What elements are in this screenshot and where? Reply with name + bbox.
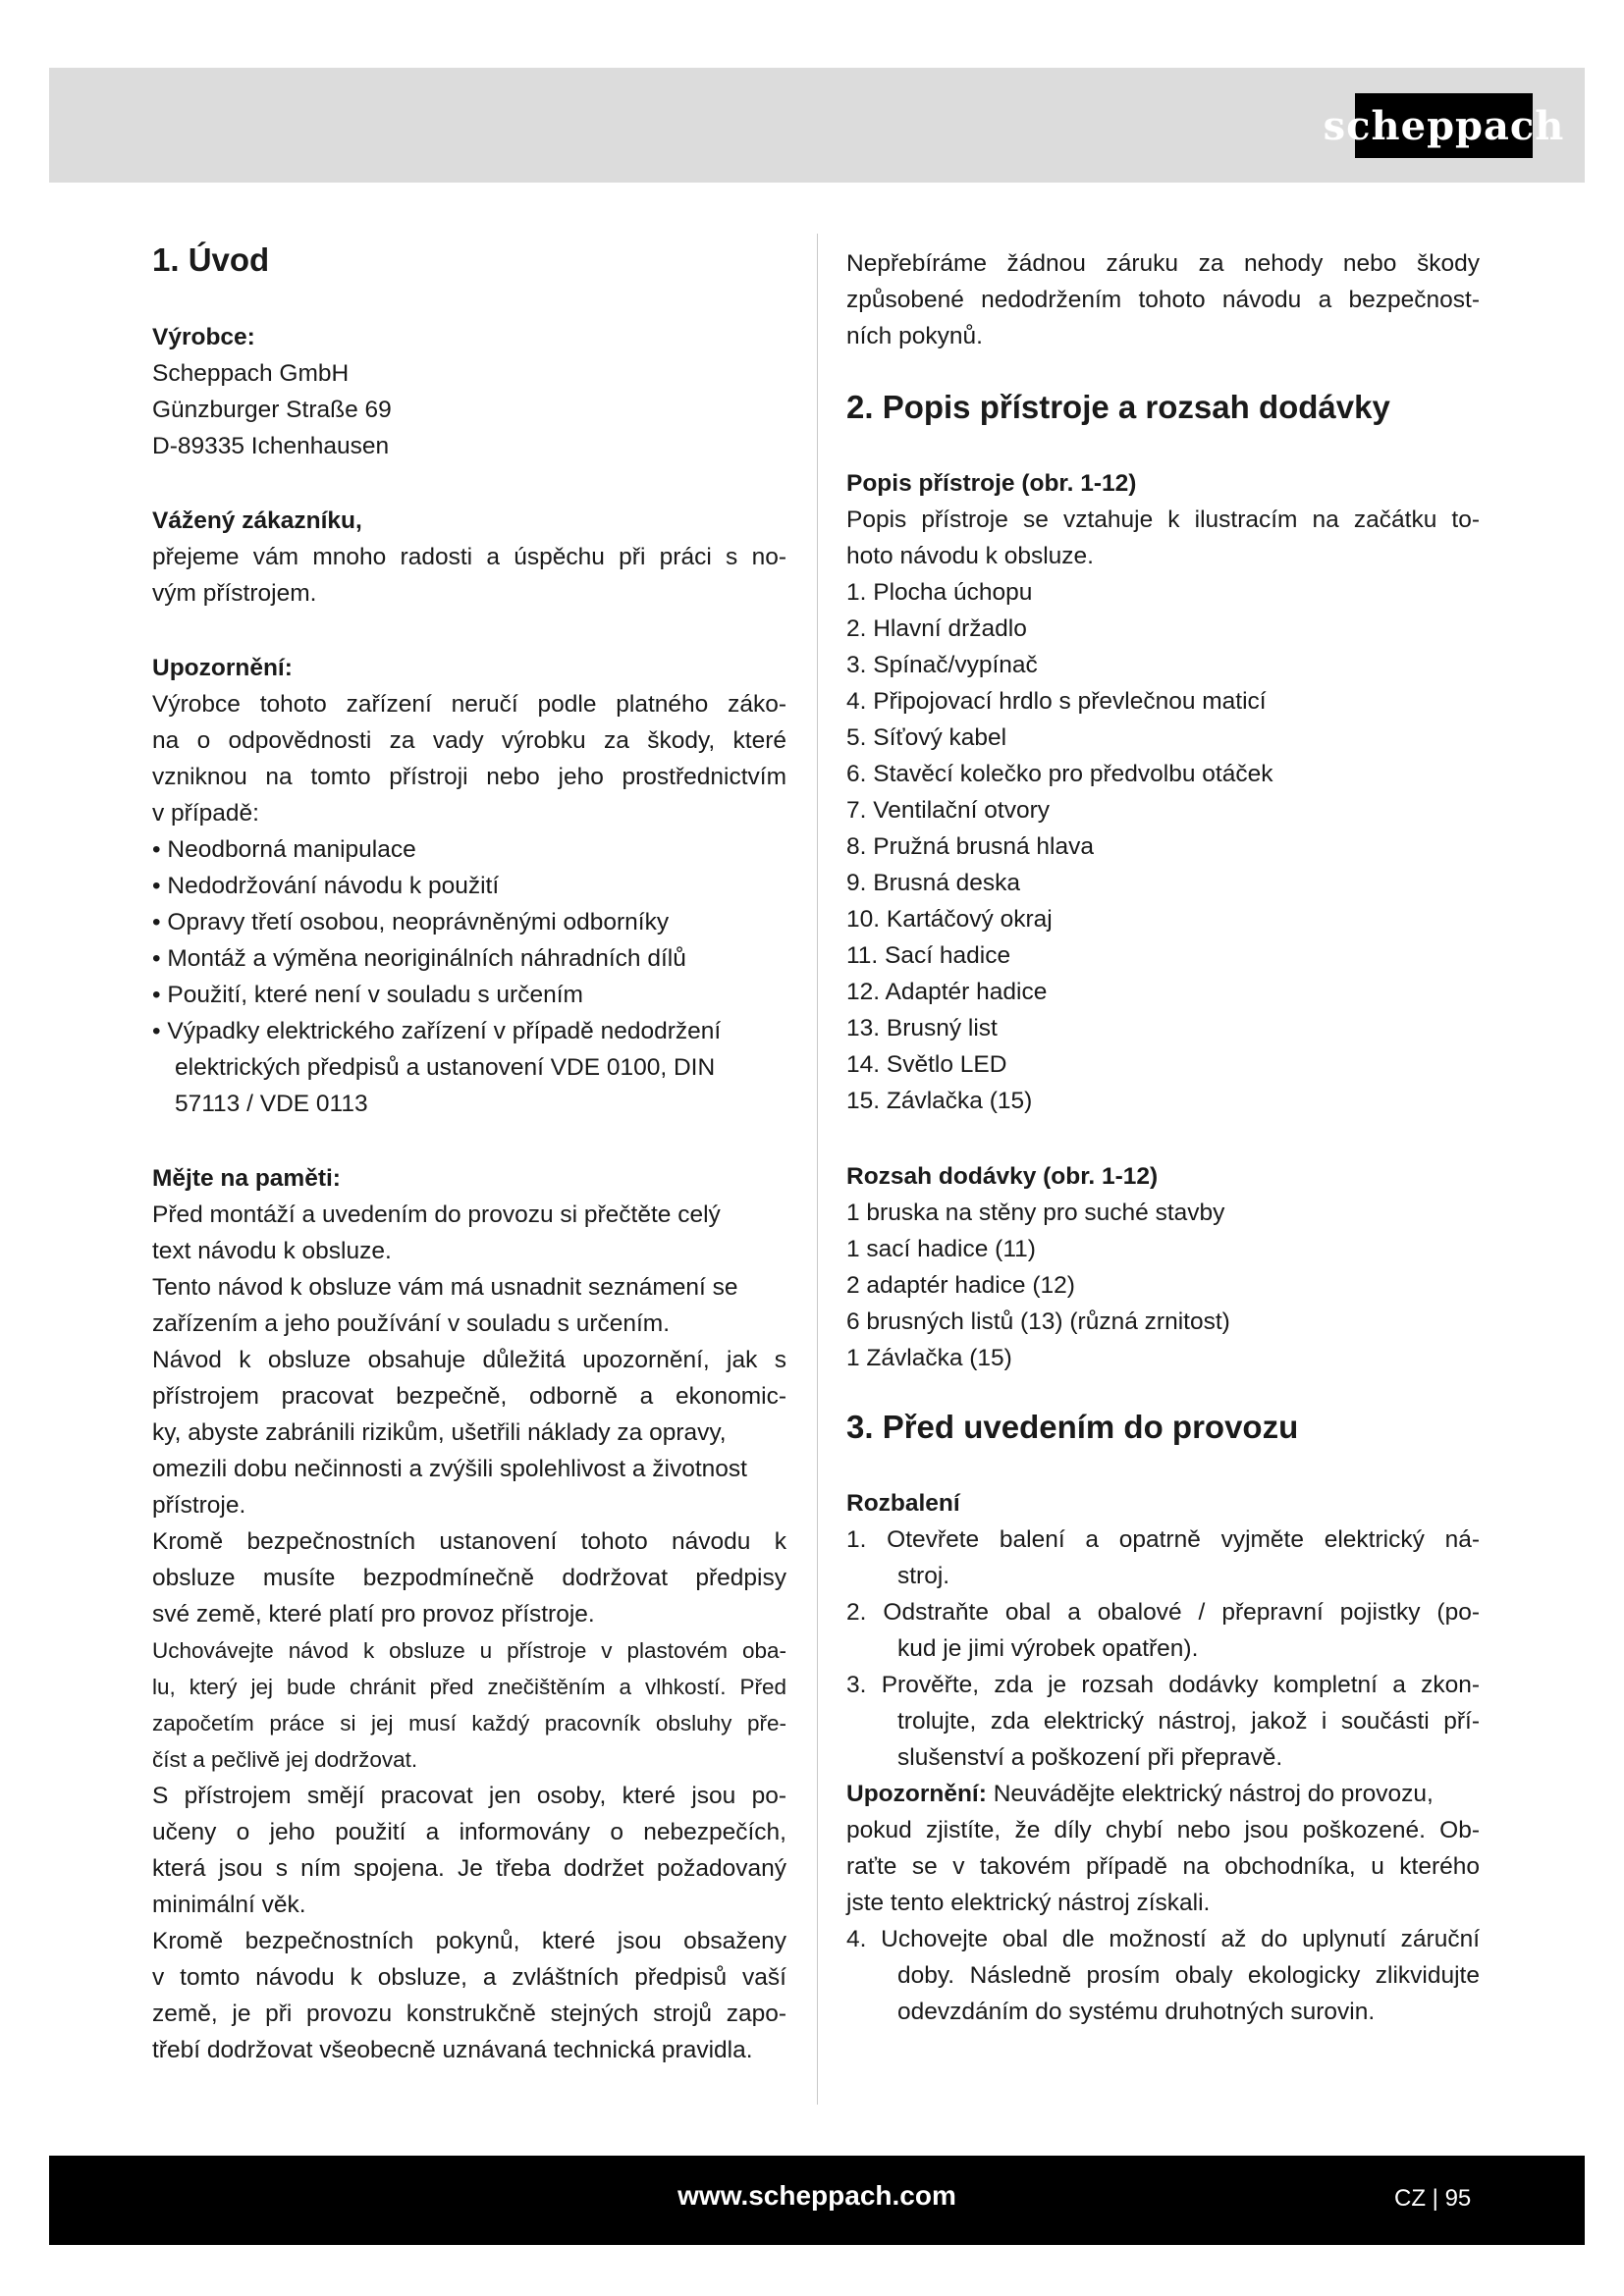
disclaimer-line: Nepřebíráme žádnou záruku za nehody nebo škody <box>846 250 1480 277</box>
parts-list-item: 1. Plocha úchopu <box>846 579 1033 606</box>
parts-list-item: 11. Sací hadice <box>846 942 1011 969</box>
remember-line: učeny o jeho použití a informovány o nebezpečích, <box>152 1819 786 1845</box>
section-1-title: 1. Úvod <box>152 241 270 278</box>
remember-line: ky, abyste zabránili rizikům, ušetřili náklady za opravy, <box>152 1419 727 1446</box>
unpacking-step-continuation: slušenství a poškození při přepravě. <box>897 1744 1283 1771</box>
remember-line: v tomto návodu k obsluze, a zvláštních předpisů vaší <box>152 1964 786 1991</box>
unpacking-label: Rozbalení <box>846 1490 960 1517</box>
remember-line: která jsou s ním spojena. Je třeba dodržet požadovaný <box>152 1855 786 1882</box>
remember-line: Před montáží a uvedením do provozu si přečtěte celý <box>152 1201 721 1228</box>
scope-of-delivery-item: 1 Závlačka (15) <box>846 1345 1012 1371</box>
remember-line: Uchovávejte návod k obsluze u přístroje v plastovém oba- <box>152 1638 786 1663</box>
warning-line: jste tento elektrický nástroj získali. <box>846 1890 1211 1916</box>
remember-line: přístroje. <box>152 1492 246 1519</box>
scope-of-delivery-item: 1 sací hadice (11) <box>846 1236 1036 1262</box>
remember-line: započetím práce si jej musí každý pracovník obsluhy pře- <box>152 1711 786 1735</box>
parts-list-item: 12. Adaptér hadice <box>846 979 1048 1005</box>
remember-label: Mějte na paměti: <box>152 1165 341 1192</box>
unpacking-step-continuation: odevzdáním do systému druhotných surovin. <box>897 1999 1376 2025</box>
notice-bullet-continuation: elektrických předpisů a ustanovení VDE 0100, DIN <box>175 1054 716 1081</box>
unpacking-step: 4. Uchovejte obal dle možností až do uplynutí záruční <box>846 1926 1480 1952</box>
parts-list-item: 8. Pružná brusná hlava <box>846 833 1094 860</box>
notice-bullet-continuation: 57113 / VDE 0113 <box>175 1091 368 1117</box>
parts-list-item: 6. Stavěcí kolečko pro předvolbu otáček <box>846 761 1273 787</box>
footer-url: www.scheppach.com <box>677 2180 956 2211</box>
remember-line: omezili dobu nečinnosti a zvýšili spolehlivost a životnost <box>152 1456 747 1482</box>
scope-of-delivery-item: 2 adaptér hadice (12) <box>846 1272 1075 1299</box>
remember-line: přístrojem pracovat bezpečně, odborně a ekonomic- <box>152 1383 786 1410</box>
parts-list-item: 15. Závlačka (15) <box>846 1088 1033 1114</box>
notice-line: v případě: <box>152 800 259 827</box>
parts-list-item: 2. Hlavní držadlo <box>846 615 1027 642</box>
notice-label: Upozornění: <box>152 655 293 681</box>
dear-customer-label: Vážený zákazníku, <box>152 507 362 534</box>
warning-label: Upozornění: <box>846 1781 987 1807</box>
parts-list-item: 14. Světlo LED <box>846 1051 1007 1078</box>
notice-bullet: • Výpadky elektrického zařízení v případě nedodržení <box>152 1018 722 1044</box>
notice-bullet: • Použití, které není v souladu s určením <box>152 982 583 1008</box>
remember-line: Kromě bezpečnostních ustanovení tohoto návodu k <box>152 1528 786 1555</box>
notice-line: vzniknou na tomto přístroji nebo jeho prostřednictvím <box>152 764 786 790</box>
warning-line: raťte se v takovém případě na obchodníka, u kterého <box>846 1853 1480 1880</box>
remember-line: Tento návod k obsluze vám má usnadnit seznámení se <box>152 1274 738 1301</box>
remember-line: Návod k obsluze obsahuje důležitá upozornění, jak s <box>152 1347 786 1373</box>
unpacking-step: 1. Otevřete balení a opatrně vyjměte elektrický ná- <box>846 1526 1480 1553</box>
parts-list-item: 9. Brusná deska <box>846 870 1021 896</box>
device-description-line: Popis přístroje se vztahuje k ilustracím na začátku to- <box>846 507 1480 533</box>
parts-list-item: 5. Síťový kabel <box>846 724 1007 751</box>
manufacturer-line: Scheppach GmbH <box>152 360 350 387</box>
section-2-title: 2. Popis přístroje a rozsah dodávky <box>846 389 1390 425</box>
remember-line: text návodu k obsluze. <box>152 1238 392 1264</box>
notice-bullet: • Opravy třetí osobou, neoprávněnými odborníky <box>152 909 670 935</box>
unpacking-step-continuation: doby. Následně prosím obaly ekologicky zlikvidujte <box>897 1962 1480 1989</box>
warning-line: pokud zjistíte, že díly chybí nebo jsou poškozené. Ob- <box>846 1817 1480 1843</box>
device-description-label: Popis přístroje (obr. 1-12) <box>846 470 1137 497</box>
scope-of-delivery-item: 1 bruska na stěny pro suché stavby <box>846 1200 1225 1226</box>
unpacking-step: 3. Prověřte, zda je rozsah dodávky kompletní a zkon- <box>846 1672 1480 1698</box>
manufacturer-line: D-89335 Ichenhausen <box>152 433 390 459</box>
unpacking-step-continuation: stroj. <box>897 1563 950 1589</box>
notice-bullet: • Nedodržování návodu k použití <box>152 873 500 899</box>
parts-list-item: 4. Připojovací hrdlo s převlečnou maticí <box>846 688 1267 715</box>
unpacking-step: 2. Odstraňte obal a obalové / přepravní pojistky (po- <box>846 1599 1480 1626</box>
manufacturer-label: Výrobce: <box>152 324 255 350</box>
remember-line: obsluze musíte bezpodmínečně dodržovat předpisy <box>152 1565 786 1591</box>
disclaimer-line: způsobené nedodržením tohoto návodu a bezpečnost- <box>846 287 1480 313</box>
parts-list-item: 7. Ventilační otvory <box>846 797 1051 824</box>
disclaimer-line: ních pokynů. <box>846 323 983 349</box>
brand-logo: scheppach <box>1355 93 1533 158</box>
remember-line: zařízením a jeho používání v souladu s určením. <box>152 1310 671 1337</box>
remember-line: své země, které platí pro provoz přístroje. <box>152 1601 595 1628</box>
parts-list-item: 3. Spínač/vypínač <box>846 652 1038 678</box>
warning-text: Neuvádějte elektrický nástroj do provozu, <box>986 1781 1434 1807</box>
parts-list-item: 10. Kartáčový okraj <box>846 906 1053 933</box>
remember-line: S přístrojem smějí pracovat jen osoby, které jsou po- <box>152 1783 786 1809</box>
remember-line: minimální věk. <box>152 1892 306 1918</box>
remember-line: lu, který jej bude chránit před znečištěním a vlhkostí. Před <box>152 1675 786 1699</box>
notice-bullet: • Montáž a výměna neoriginálních náhradních dílů <box>152 945 686 972</box>
scope-of-delivery-item: 6 brusných listů (13) (různá zrnitost) <box>846 1308 1230 1335</box>
remember-line: číst a pečlivě jej dodržovat. <box>152 1747 418 1772</box>
dear-customer-line: vým přístrojem. <box>152 580 317 607</box>
notice-bullet: • Neodborná manipulace <box>152 836 416 863</box>
unpacking-step-continuation: kud je jimi výrobek opatřen). <box>897 1635 1199 1662</box>
warning-line <box>846 1776 1480 1812</box>
dear-customer-line: přejeme vám mnoho radosti a úspěchu při práci s no- <box>152 544 786 570</box>
page-number: CZ | 95 <box>1394 2185 1472 2212</box>
remember-line: třebí dodržovat všeobecně uznávaná technická pravidla. <box>152 2037 753 2063</box>
unpacking-step-continuation: trolujte, zda elektrický nástroj, jakož i součásti pří- <box>897 1708 1480 1735</box>
remember-line: Kromě bezpečnostních pokynů, které jsou obsaženy <box>152 1928 786 1954</box>
notice-line: na o odpovědnosti za vady výrobku za škody, které <box>152 727 786 754</box>
manufacturer-line: Günzburger Straße 69 <box>152 397 392 423</box>
remember-line: země, je při provozu konstrukčně stejných strojů zapo- <box>152 2001 786 2027</box>
section-3-title: 3. Před uvedením do provozu <box>846 1409 1299 1445</box>
parts-list-item: 13. Brusný list <box>846 1015 998 1041</box>
device-description-line: hoto návodu k obsluze. <box>846 543 1094 569</box>
notice-line: Výrobce tohoto zařízení neručí podle platného záko- <box>152 691 786 718</box>
column-divider <box>817 234 818 2105</box>
scope-of-delivery-label: Rozsah dodávky (obr. 1-12) <box>846 1163 1159 1190</box>
